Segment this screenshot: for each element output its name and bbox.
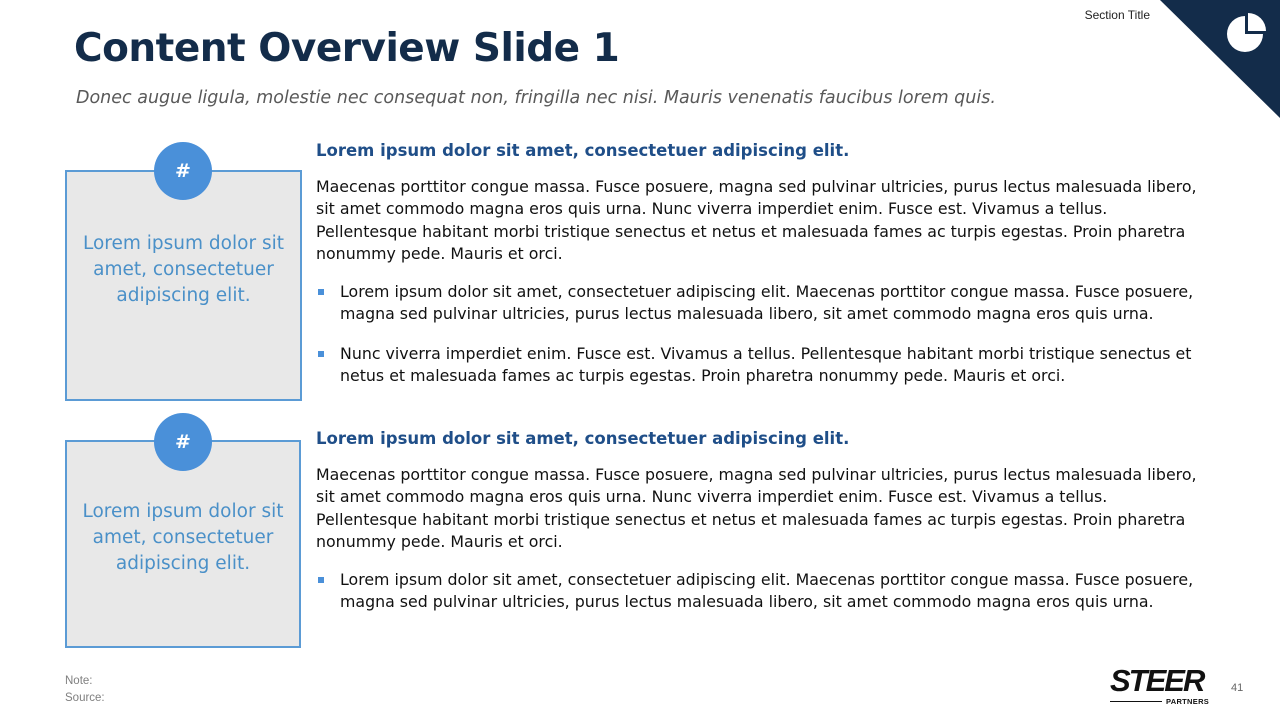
logo-wordmark: STEER xyxy=(1110,663,1204,698)
page-number: 41 xyxy=(1231,682,1244,694)
bullet-item xyxy=(316,343,1206,388)
bullet-item xyxy=(316,569,1206,614)
page-title: Content Overview Slide 1 xyxy=(74,26,620,71)
bullet-item xyxy=(316,281,1206,326)
bullet-text: Lorem ipsum dolor sit amet, consectetuer adipiscing elit. Maecenas porttitor congue massa. Fusce posuere, magna sed pulvinar ultricies, purus lectus malesuada libero, sit amet commodo magna eros quis urna. xyxy=(340,282,1194,324)
section-paragraph: Maecenas porttitor congue massa. Fusce posuere, magna sed pulvinar ultricies, purus lectus malesuada libero, sit amet commodo magna eros quis urna. Nunc viverra imperdiet enim. Fusce est. Vivamus a tellus. Pellentesque habitant morbi tristique senectus et netus et malesuada fames ac turpis egestas. Proin pharetra nonummy pede. Mauris et orci. xyxy=(316,177,1197,263)
summary-box-1 xyxy=(65,170,302,401)
bullet-square-icon xyxy=(318,577,324,583)
summary-box-2 xyxy=(65,440,301,648)
section-paragraph: Maecenas porttitor congue massa. Fusce posuere, magna sed pulvinar ultricies, purus lectus malesuada libero, sit amet commodo magna eros quis urna. Nunc viverra imperdiet enim. Fusce est. Vivamus a tellus. Pellentesque habitant morbi tristique senectus et netus et malesuada fames ac turpis egestas. Proin pharetra nonummy pede. Mauris et orci. xyxy=(316,465,1197,551)
bullet-list xyxy=(316,281,1206,387)
section-title: Section Title xyxy=(1084,8,1150,22)
bullet-square-icon xyxy=(318,351,324,357)
logo-subtext: PARTNERS xyxy=(1166,697,1210,706)
content-section-1 xyxy=(316,140,1206,404)
footnote xyxy=(65,673,105,707)
page-subtitle: Donec augue ligula, molestie nec consequat non, fringilla nec nisi. Mauris venenatis faucibus lorem quis. xyxy=(76,88,996,108)
bullet-square-icon xyxy=(318,289,324,295)
summary-box-text: Lorem ipsum dolor sit amet, consectetuer adipiscing elit. xyxy=(83,232,284,306)
section-heading: Lorem ipsum dolor sit amet, consectetuer adipiscing elit. xyxy=(316,141,850,160)
content-section-2 xyxy=(316,428,1206,631)
logo-divider xyxy=(1110,701,1162,702)
number-badge-1: # xyxy=(154,142,212,200)
bullet-text: Nunc viverra imperdiet enim. Fusce est. Vivamus a tellus. Pellentesque habitant morbi tristique senectus et netus et malesuada fames ac turpis egestas. Proin pharetra nonummy pede. Mauris et orci. xyxy=(340,343,1192,386)
section-heading: Lorem ipsum dolor sit amet, consectetuer adipiscing elit. xyxy=(316,429,850,448)
summary-box-text: Lorem ipsum dolor sit amet, consectetuer adipiscing elit. xyxy=(82,501,284,574)
logo-subline xyxy=(1110,697,1218,706)
bullet-text: Lorem ipsum dolor sit amet, consectetuer adipiscing elit. Maecenas porttitor congue massa. Fusce posuere, magna sed pulvinar ultricies, purus lectus malesuada libero, sit amet commodo magna eros quis urna. xyxy=(340,570,1194,612)
company-logo xyxy=(1110,663,1218,706)
number-badge-2: # xyxy=(154,413,212,471)
corner-banner xyxy=(1160,0,1280,118)
note-label: Note: xyxy=(65,675,93,687)
source-label: Source: xyxy=(65,692,105,704)
bullet-list xyxy=(316,569,1206,614)
